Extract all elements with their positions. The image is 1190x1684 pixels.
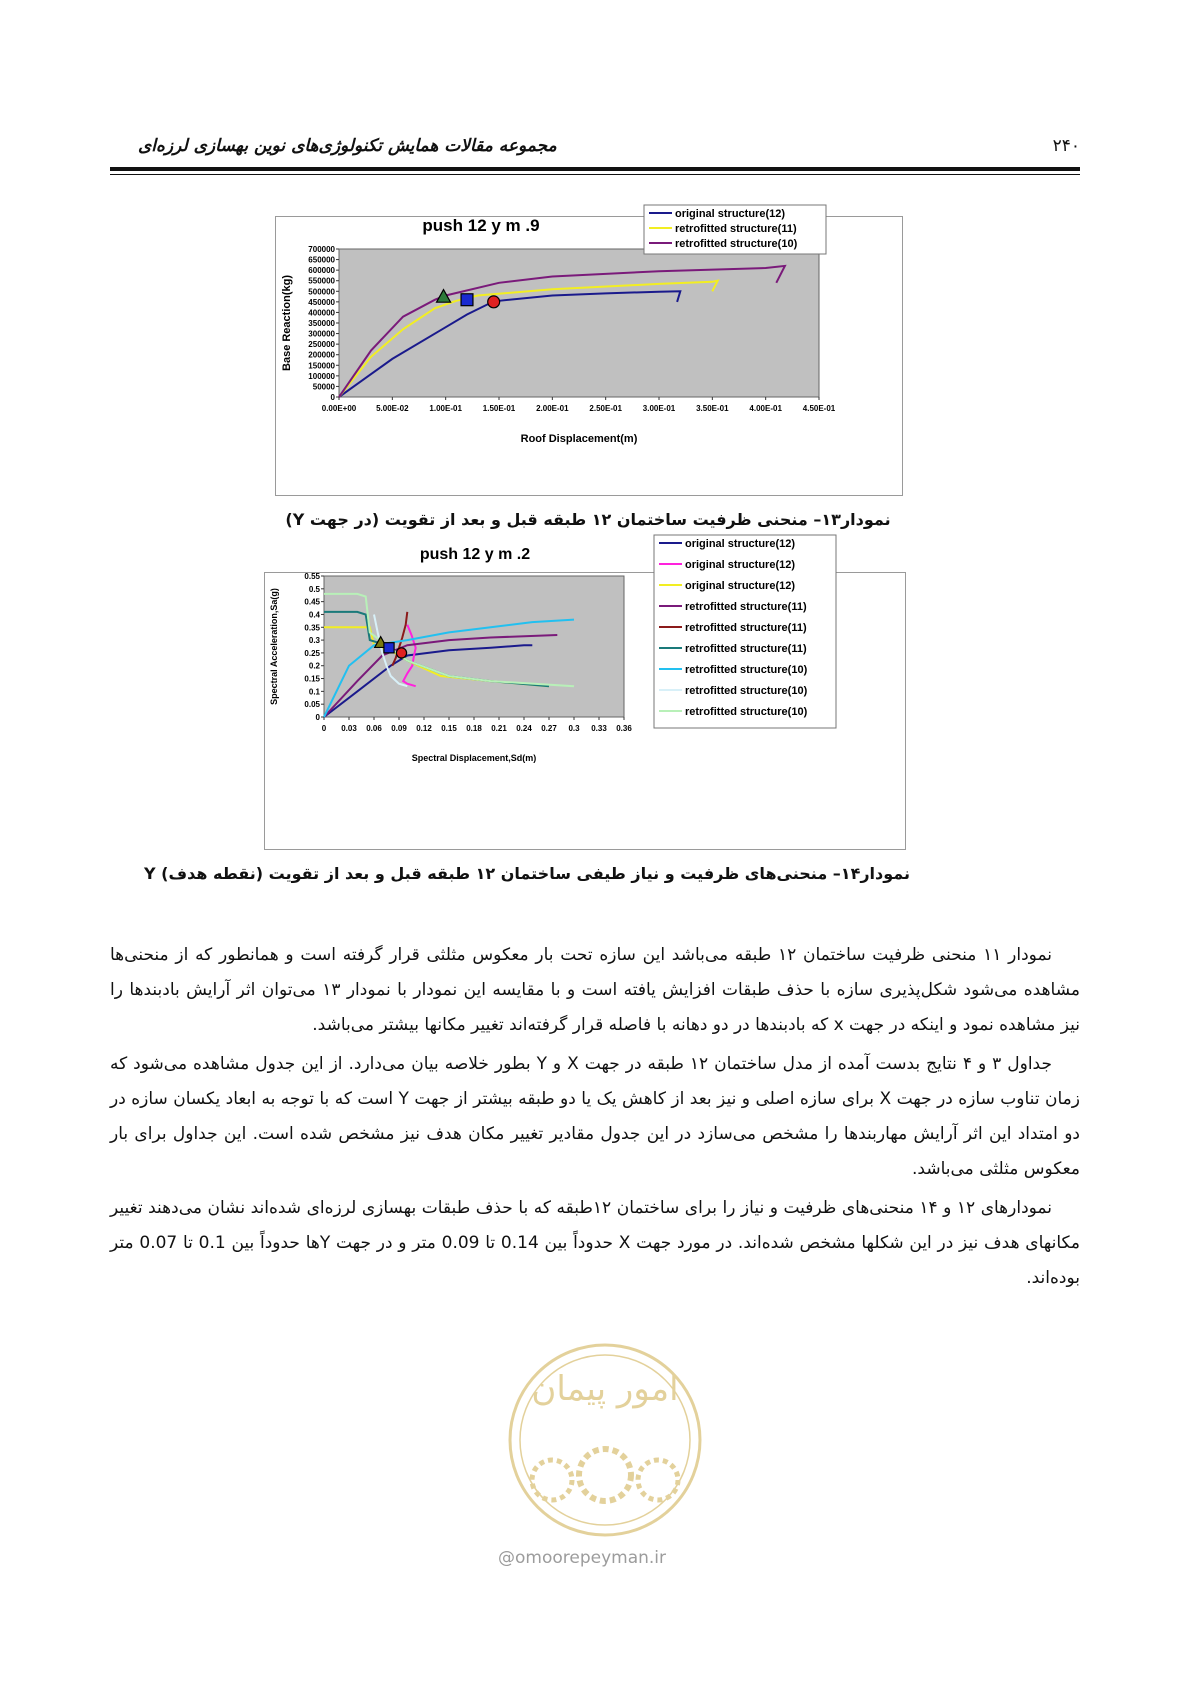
y-tick-label: 0.4 [308,610,320,620]
target-point-circle [396,648,406,658]
header-rule-thick [110,167,1080,171]
plot-area [324,576,624,717]
x-tick-label: 3.00E-01 [642,404,676,413]
paragraph-1: نمودار ۱۱ منحنی ظرفیت ساختمان ۱۲ طبقه می‌باشد این سازه تحت بار معکوس مثلثی قرار گرفته است و همانطور که از منحنی‌ها مشاهده می‌شود شکل‌پذیری سازه با حذف طبقات افزایش یافته است و با مقایسه این نمودار با نمودار ۱۳ می‌توان اثر آرایش بادبندها را نیز مشاهده نمود و اینکه در جهت x که بادبندها در دو دهانه با فاصله قرار گرفته‌اند تغییر مکانها بیشتر می‌باشد. [110,945,1080,1035]
y-axis-label: Spectral Acceleration,Sa(g) [269,588,279,705]
x-tick-label: 3.50E-01 [696,404,729,413]
target-point-square [384,643,394,653]
figure13-chart [275,208,903,496]
legend-label-3: retrofitted structure(10) [675,238,798,250]
figure13-caption: نمودار۱۳– منحنی ظرفیت ساختمان ۱۲ طبقه قبل و بعد از تقویت (در جهت Y) [285,510,891,529]
y-tick-label: 500000 [308,287,335,297]
gear-icon [579,1449,631,1501]
header-rule-thin [110,174,1080,175]
y-tick-label: 100000 [308,371,335,381]
y-tick-label: 0.15 [304,674,320,684]
y-tick-label: 0.5 [308,584,320,594]
y-axis-label: Base Reaction(kg) [281,275,293,371]
legend-label-2: retrofitted structure(11) [675,223,797,235]
page-header [110,130,1080,170]
legend-label-1: original structure(12) [675,208,786,220]
figure14-svg [265,538,905,849]
x-tick-label: 0.33 [591,724,607,733]
y-tick-label: 0.35 [304,623,320,633]
y-tick-label: 450000 [308,297,335,307]
chart-title: push 12 y m .9 [422,216,540,235]
y-tick-label: 200000 [308,350,335,360]
legend-label-4: retrofitted structure(11) [685,601,807,613]
y-tick-label: 0.55 [304,572,320,581]
x-tick-label: 0.24 [516,724,532,733]
watermark-url: @omoorepeyman.ir [498,1548,667,1568]
x-axis-label: Spectral Displacement,Sd(m) [411,753,537,763]
x-tick-label: 0.36 [616,724,632,733]
target-point-square [461,294,473,306]
body-text [110,938,1080,1296]
y-tick-label: 600000 [308,266,335,276]
x-tick-label: 0.00E+00 [321,404,357,413]
x-axis-label: Roof Displacement(m) [520,433,638,445]
y-tick-label: 0.05 [304,700,320,710]
legend-label-9: retrofitted structure(10) [685,706,808,718]
x-tick-label: 2.50E-01 [589,404,622,413]
legend-label-3: original structure(12) [685,580,796,592]
x-tick-label: 1.50E-01 [482,404,516,413]
x-tick-label: 0.18 [466,724,482,733]
x-tick-label: 0.3 [568,724,580,733]
y-tick-label: 300000 [308,329,335,339]
running-title: مجموعه مقالات همایش تکنولوژی‌های نوین بهسازی لرزه‌ای [138,136,557,156]
x-tick-label: 0.27 [541,724,557,733]
x-tick-label: 1.00E-01 [429,404,462,413]
x-tick-label: 0 [321,724,327,733]
y-tick-label: 250000 [308,340,335,350]
y-tick-label: 350000 [308,319,335,328]
x-tick-label: 0.15 [441,724,457,733]
paragraph-3: نمودارهای ۱۲ و ۱۴ منحنی‌های ظرفیت و نیاز را برای ساختمان ۱۲طبقه که با حذف طبقات بهسازی لرزه‌ای شده‌اند نشان می‌دهند تغییر مکانهای هدف نیز در این شکلها مشخص شده‌اند. در مورد جهت X حدوداً بین 0.14 تا 0.09 متر و در جهت Yها حدوداً بین 0.1 تا 0.07 متر بوده‌اند. [110,1198,1081,1288]
x-tick-label: 0.06 [366,724,382,733]
x-tick-label: 2.00E-01 [536,404,569,413]
legend-label-2: original structure(12) [685,559,796,571]
y-tick-label: 0 [315,713,320,722]
legend-label-8: retrofitted structure(10) [685,685,808,697]
y-tick-label: 0.45 [304,597,320,607]
x-tick-label: 0.09 [391,724,407,733]
figure14-chart [264,538,906,850]
y-tick-label: 650000 [308,255,335,265]
figure13-svg [276,208,902,495]
x-tick-label: 0.21 [491,724,507,733]
watermark-logo [490,1330,720,1580]
gear-icon-right [638,1460,678,1500]
y-tick-label: 0.1 [308,687,320,697]
y-tick-label: 0.2 [308,661,320,671]
x-tick-label: 5.00E-02 [376,404,409,413]
legend-label-6: retrofitted structure(11) [685,643,807,655]
target-point-circle [488,296,500,308]
x-tick-label: 0.03 [341,724,357,733]
legend-label-5: retrofitted structure(11) [685,622,807,634]
y-tick-label: 50000 [312,382,335,392]
legend-label-7: retrofitted structure(10) [685,664,808,676]
figure14-caption: نمودار۱۴– منحنی‌های ظرفیت و نیاز طیفی ساختمان ۱۲ طبقه قبل و بعد از تقویت (نقطه هدف) Y [144,864,910,883]
y-tick-label: 400000 [308,308,335,318]
y-tick-label: 0 [330,393,335,402]
y-tick-label: 0.25 [304,648,320,658]
watermark-logo-text: امور پیمان [531,1369,679,1409]
y-tick-label: 150000 [308,361,335,371]
x-tick-label: 4.50E-01 [802,404,836,413]
legend-label-1: original structure(12) [685,538,796,550]
x-tick-label: 0.12 [416,724,432,733]
chart-title: push 12 y m .2 [419,546,531,563]
paragraph-2: جداول ۳ و ۴ نتایج بدست آمده از مدل ساختمان ۱۲ طبقه در جهت X و Y بطور خلاصه بیان می‌دارد. از این جدول مشاهده می‌شود که زمان تناوب سازه در جهت X برای سازه اصلی و نیز بعد از کاهش یک یا دو طبقه بیشتر از جهت Y است که با توجه به ابعاد یکسان سازه در دو امتداد این اثر آرایش مهاربندها را مشخص می‌سازد در این جدول مقادیر تغییر مکان هدف نیز مشخص شده است. این جداول برای بار معکوس مثلثی می‌باشد. [110,1054,1080,1179]
y-tick-label: 0.3 [308,636,320,646]
x-tick-label: 4.00E-01 [749,404,782,413]
page-number: ۲۴۰ [1052,136,1080,156]
y-tick-label: 700000 [308,245,335,254]
gear-icon-left [532,1460,572,1500]
y-tick-label: 550000 [308,276,335,286]
